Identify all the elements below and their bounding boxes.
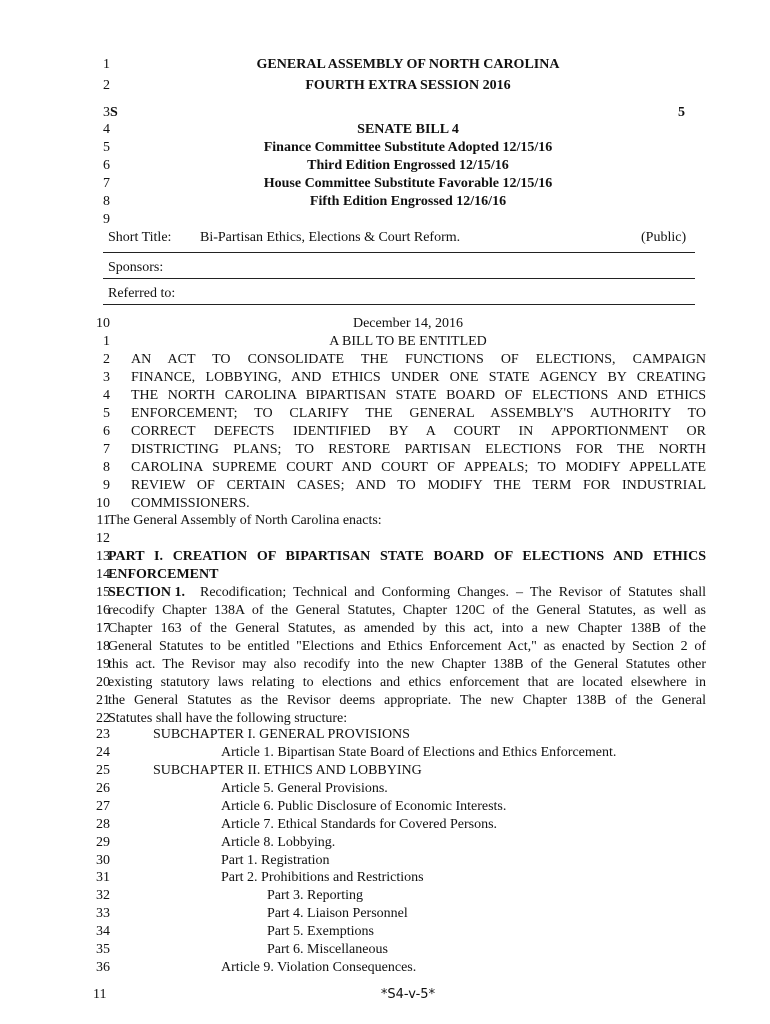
page-number: 11 [93,987,107,1002]
title-line: AN ACT TO CONSOLIDATE THE FUNCTIONS OF ELECTIONS, CAMPAIGN [131,352,706,367]
edition-line: Fifth Edition Engrossed 12/16/16 [309,194,507,209]
chamber-number: 5 [678,105,685,120]
section-text-line: existing statutory laws relating to elections and ethics enforcement that are located elsewhere in [108,675,706,690]
line-number: 8 [103,194,110,209]
title-line: DISTRICTING PLANS; TO RESTORE PARTISAN ELECTIONS FOR THE NORTH [131,442,706,457]
line-number: 32 [96,888,110,903]
line-number: 9 [103,478,110,493]
line-number: 26 [96,781,110,796]
section-text-line: Recodification; Technical and Conforming Changes. – The Revisor of Statutes shall [200,585,706,600]
line-number: 6 [103,158,110,173]
edition-line: Third Edition Engrossed 12/15/16 [307,158,509,173]
outline-article: Article 7. Ethical Standards for Covered Persons. [221,817,498,832]
outline-part: Part 4. Liaison Personnel [267,906,408,921]
line-number: 13 [96,549,110,564]
line-number: 11 [96,513,110,528]
line-number: 7 [103,176,110,191]
title-line: FINANCE, LOBBYING, AND ETHICS UNDER ONE STATE AGENCY BY CREATING [131,370,706,385]
enacting-clause: The General Assembly of North Carolina enacts: [108,513,382,528]
section-text-line: recodify Chapter 138A of the General Statutes, Chapter 120C of the General Statutes, as well as [108,603,706,618]
line-number: 18 [96,639,110,654]
outline-part: Part 5. Exemptions [267,924,374,939]
section-text-line: the General Statutes as the Revisor deems appropriate. The new Chapter 138B of the General [108,693,706,708]
line-number: 10 [96,316,110,331]
divider [103,304,695,305]
line-number: 3 [103,105,110,120]
part-heading: PART I. CREATION OF BIPARTISAN STATE BOARD OF ELECTIONS AND ETHICS [108,549,706,564]
line-number: 5 [103,406,110,421]
line-number: 28 [96,817,110,832]
line-number: 6 [103,424,110,439]
session-heading: FOURTH EXTRA SESSION 2016 [305,78,511,93]
title-line: THE NORTH CAROLINA BIPARTISAN STATE BOARD OF ELECTIONS AND ETHICS [131,388,706,403]
outline-part: Part 3. Reporting [267,888,364,903]
line-number: 12 [96,531,110,546]
section-text-line: this act. The Revisor may also recodify into the new Chapter 138B of the General Statutes other [108,657,706,672]
line-number: 21 [96,693,110,708]
line-number: 10 [96,496,110,511]
outline-subchapter: SUBCHAPTER I. GENERAL PROVISIONS [153,727,410,742]
bill-date: December 14, 2016 [352,316,464,331]
part-heading-continued: ENFORCEMENT [108,567,219,582]
bill-number: SENATE BILL 4 [357,122,459,137]
line-number: 9 [103,212,110,227]
line-number: 23 [96,727,110,742]
outline-part: Part 6. Miscellaneous [267,942,388,957]
title-line: CORRECT DEFECTS IDENTIFIED BY A COURT IN APPORTIONMENT OR [131,424,706,439]
line-number: 17 [96,621,110,636]
line-number: 27 [96,799,110,814]
bill-entitled: A BILL TO BE ENTITLED [329,334,487,349]
line-number: 34 [96,924,110,939]
line-number: 25 [96,763,110,778]
public-label: (Public) [641,230,687,245]
line-number: 15 [96,585,110,600]
section-text-line: Statutes shall have the following structure: [108,711,348,726]
outline-subchapter: SUBCHAPTER II. ETHICS AND LOBBYING [153,763,422,778]
referred-label: Referred to: [108,286,176,301]
line-number: 4 [103,122,110,137]
document-code: *S4-v-5* [380,987,436,1002]
outline-part: Part 1. Registration [221,853,330,868]
sponsors-label: Sponsors: [108,260,164,275]
outline-article: Article 8. Lobbying. [221,835,336,850]
edition-line: Finance Committee Substitute Adopted 12/15/16 [263,140,553,155]
line-number: 31 [96,870,110,885]
short-title: Bi-Partisan Ethics, Elections & Court Reform. [200,230,461,245]
outline-part: Part 2. Prohibitions and Restrictions [221,870,424,885]
line-number: 2 [103,352,110,367]
line-number: 36 [96,960,110,975]
line-number: 1 [103,57,110,72]
line-number: 22 [96,711,110,726]
line-number: 7 [103,442,110,457]
line-number: 35 [96,942,110,957]
title-line: REVIEW OF CERTAIN CASES; AND TO MODIFY THE TERM FOR INDUSTRIAL [131,478,706,493]
divider [103,278,695,279]
line-number: 4 [103,388,110,403]
chamber-letter: S [110,105,118,120]
line-number: 30 [96,853,110,868]
title-line: COMMISSIONERS. [131,496,250,511]
outline-article: Article 6. Public Disclosure of Economic Interests. [221,799,507,814]
section-text-line: General Statutes to be entitled "Elections and Ethics Enforcement Act," as enacted by Section 2 of [108,639,706,654]
outline-article: Article 9. Violation Consequences. [221,960,417,975]
line-number: 16 [96,603,110,618]
line-number: 1 [103,334,110,349]
line-number: 2 [103,78,110,93]
line-number: 29 [96,835,110,850]
divider [103,252,695,253]
line-number: 24 [96,745,110,760]
line-number: 14 [96,567,110,582]
line-number: 33 [96,906,110,921]
section-label: SECTION 1. [108,585,186,600]
edition-line: House Committee Substitute Favorable 12/15/16 [263,176,553,191]
line-number: 5 [103,140,110,155]
short-title-label: Short Title: [108,230,172,245]
line-number: 19 [96,657,110,672]
outline-article: Article 1. Bipartisan State Board of Elections and Ethics Enforcement. [221,745,617,760]
outline-article: Article 5. General Provisions. [221,781,388,796]
line-number: 3 [103,370,110,385]
line-number: 8 [103,460,110,475]
title-line: ENFORCEMENT; TO CLARIFY THE GENERAL ASSEMBLY'S AUTHORITY TO [131,406,706,421]
assembly-heading: GENERAL ASSEMBLY OF NORTH CAROLINA [256,57,560,72]
title-line: CAROLINA SUPREME COURT AND COURT OF APPEALS; TO MODIFY APPELLATE [131,460,706,475]
section-text-line: Chapter 163 of the General Statutes, as amended by this act, into a new Chapter 138B of the [108,621,706,636]
line-number: 20 [96,675,110,690]
